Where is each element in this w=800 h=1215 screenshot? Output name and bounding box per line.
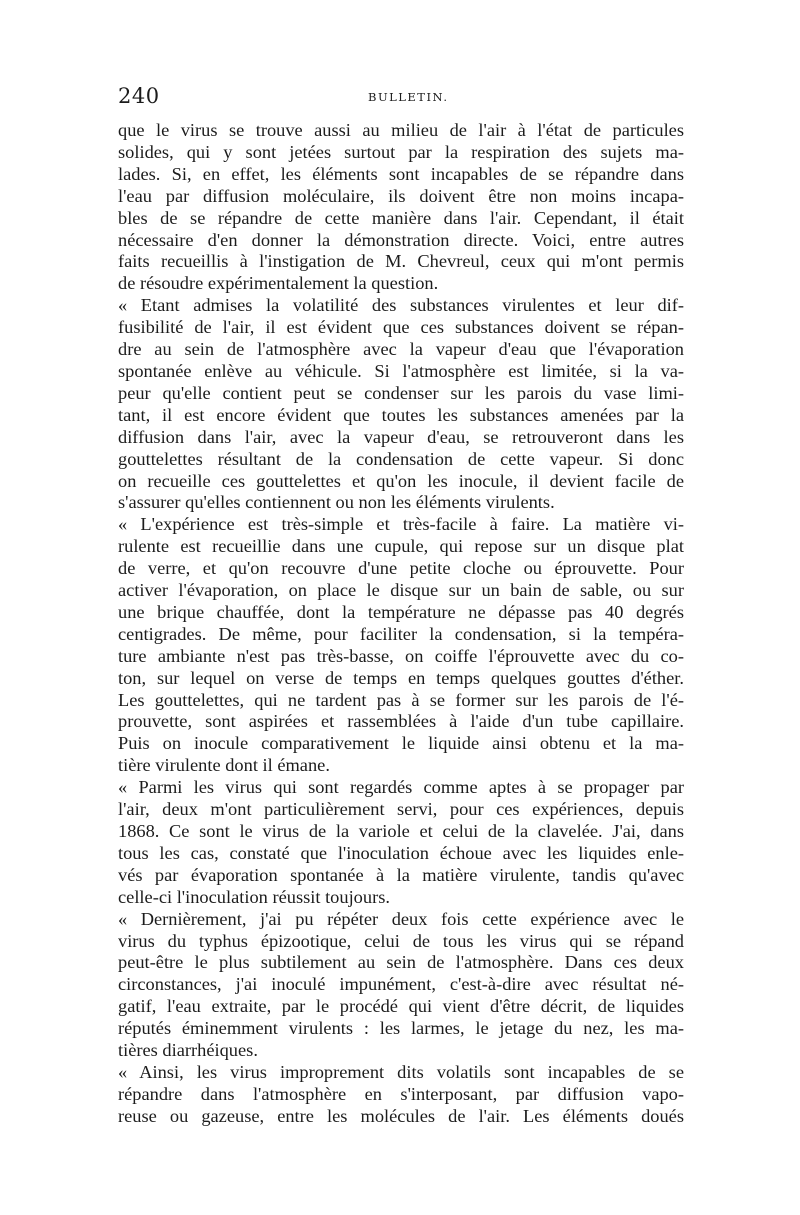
page-header: [118, 84, 684, 120]
text-line: peur qu'elle contient peut se condenser sur les parois du vase limi-: [118, 382, 684, 403]
text-line: faits recueillis à l'instigation de M. Chevreul, ceux qui m'ont permis: [118, 251, 684, 272]
text-line: circonstances, j'ai inoculé impunément, c'est-à-dire avec résultat né-: [118, 974, 684, 995]
text-line: on recueille ces gouttelettes et qu'on les inocule, il devient facile de: [118, 470, 684, 491]
text-line: de résoudre expérimentalement la question.: [118, 273, 439, 294]
text-line: celle-ci l'inoculation réussit toujours.: [118, 886, 390, 907]
text-line: virus du typhus épizootique, celui de tous les virus qui se répand: [118, 930, 684, 951]
text-line: « Dernièrement, j'ai pu répéter deux fois cette expérience avec le: [118, 908, 684, 929]
text-line: l'eau par diffusion moléculaire, ils doivent être non moins incapa-: [118, 185, 684, 206]
text-line: spontanée enlève au véhicule. Si l'atmosphère est limitée, si la va-: [118, 360, 684, 381]
text-line: tous les cas, constaté que l'inoculation échoue avec les liquides enle-: [118, 842, 684, 863]
text-line: une brique chauffée, dont la température ne dépasse pas 40 degrés: [118, 601, 684, 622]
text-line: Les gouttelettes, qui ne tardent pas à se former sur les parois de l'é-: [118, 689, 684, 710]
text-line: activer l'évaporation, on place le disque sur un bain de sable, ou sur: [118, 580, 684, 601]
text-line: fusibilité de l'air, il est évident que ces substances doivent se répan-: [118, 317, 684, 338]
text-line: gatif, l'eau extraite, par le procédé qui vient d'être décrit, de liquides: [118, 996, 684, 1017]
text-line: tant, il est encore évident que toutes les substances amenées par la: [118, 404, 684, 425]
text-line: 1868. Ce sont le virus de la variole et celui de la clavelée. J'ai, dans: [118, 821, 684, 841]
text-line: peut-être le plus subtilement au sein de l'atmosphère. Dans ces deux: [118, 952, 684, 973]
text-line: répandre dans l'atmosphère en s'interposant, par diffusion vapo-: [118, 1083, 684, 1104]
page-number: 240: [118, 84, 160, 108]
text-line: rulente est recueillie dans une cupule, qui repose sur un disque plat: [118, 536, 684, 557]
text-line: réputés éminemment virulents : les larmes, le jetage du nez, les ma-: [118, 1018, 684, 1039]
text-line: « Etant admises la volatilité des substances virulentes et leur dif-: [118, 295, 684, 316]
text-line: « L'expérience est très-simple et très-facile à faire. La matière vi-: [118, 514, 684, 535]
text-line: ton, sur lequel on verse de temps en temps quelques gouttes d'éther.: [118, 667, 684, 688]
text-line: prouvette, sont aspirées et rassemblées à l'aide d'un tube capillaire.: [118, 711, 684, 732]
text-line: Puis on inocule comparativement le liquide ainsi obtenu et la ma-: [118, 733, 684, 754]
text-line: « Ainsi, les virus improprement dits volatils sont incapables de se: [118, 1061, 684, 1082]
text-line: s'assurer qu'elles contiennent ou non les éléments virulents.: [118, 492, 555, 513]
text-line: solides, qui y sont jetées surtout par la respiration des sujets ma-: [118, 141, 684, 162]
book-page: [118, 84, 684, 1128]
text-line: bles de se répandre de cette manière dans l'air. Cependant, il était: [118, 207, 684, 228]
running-title: BULLETIN.: [368, 90, 449, 104]
text-line: reuse ou gazeuse, entre les molécules de l'air. Les éléments doués: [118, 1105, 684, 1126]
text-line: diffusion dans l'air, avec la vapeur d'eau, se retrouveront dans les: [118, 426, 684, 447]
text-line: nécessaire d'en donner la démonstration directe. Voici, entre autres: [118, 229, 684, 250]
text-line: que le virus se trouve aussi au milieu de l'air à l'état de particules: [118, 120, 684, 140]
text-line: lades. Si, en effet, les éléments sont incapables de se répandre dans: [118, 163, 684, 184]
text-line: l'air, deux m'ont particulièrement servi, pour ces expériences, depuis: [118, 799, 684, 820]
text-line: centigrades. De même, pour faciliter la condensation, si la tempéra-: [118, 623, 684, 644]
body-text: [118, 120, 684, 1128]
text-line: ture ambiante n'est pas très-basse, on coiffe l'éprouvette avec du co-: [118, 645, 684, 666]
text-line: de verre, et qu'on recouvre d'une petite cloche ou éprouvette. Pour: [118, 558, 684, 579]
text-line: dre au sein de l'atmosphère avec la vapeur d'eau que l'évaporation: [118, 339, 684, 360]
text-line: « Parmi les virus qui sont regardés comme aptes à se propager par: [118, 777, 684, 798]
text-line: gouttelettes résultant de la condensation de cette vapeur. Si donc: [118, 448, 684, 469]
text-line: vés par évaporation spontanée à la matière virulente, tandis qu'avec: [118, 864, 684, 885]
text-line: tière virulente dont il émane.: [118, 755, 330, 776]
text-line: tières diarrhéiques.: [118, 1040, 258, 1061]
